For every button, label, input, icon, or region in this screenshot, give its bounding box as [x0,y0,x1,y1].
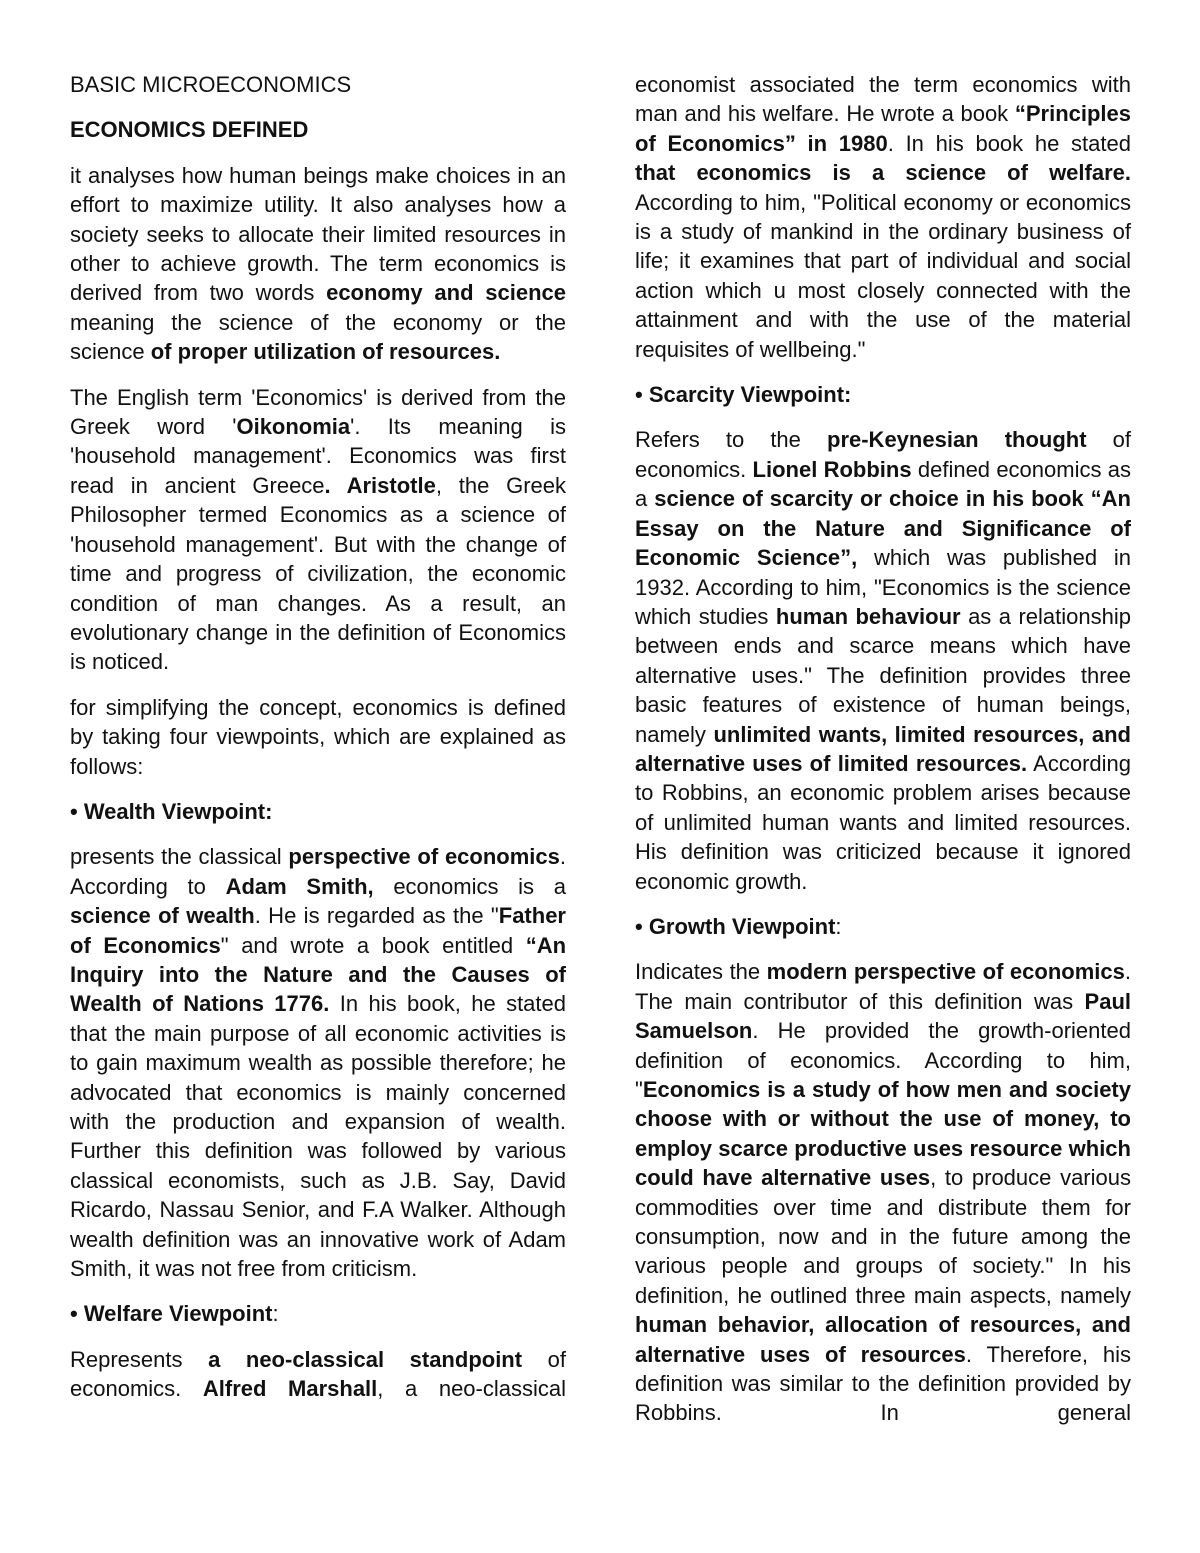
text-run: presents the classical [70,844,289,870]
text-run: . The main contributor of this definition was [635,959,1131,1014]
text-run: '. Its meaning is 'household management'. Economics was first read in ancient Greece [70,414,566,498]
text-run: of economics. [70,1346,566,1402]
bold-text-run: “An Inquiry into the Nature and the Causes of Wealth of Nations 1776. [70,932,567,1017]
text-run: . He provided the growth-oriented definition of economics. According to him, " [635,1018,1131,1102]
text-run: , a neo-classical [377,1376,566,1402]
bold-text-run: . Aristotle [324,472,436,498]
bold-text-run: of proper utilization of resources. [150,339,501,365]
right-column [635,70,1131,1444]
text-run: The English term 'Economics' is derived from the Greek word ' [70,384,566,440]
wealth-viewpoint-heading [70,797,566,826]
bold-text-run: science of scarcity or choice in his book “An Essay on the Nature and Significance of Economic Science”, [635,486,1131,571]
viewpoints-intro-paragraph [70,693,566,781]
bold-text-run: a neo-classical standpoint [208,1346,523,1372]
text-run: . Therefore, his definition was similar to the definition provided by Robbins. In general [635,1341,1131,1426]
text-run: Refers to the [635,427,827,453]
bold-text-run: Adam Smith, [225,873,374,899]
bold-text-run: Father of Economics [70,903,566,958]
text-run: which was published in 1932. According to him, "Economics is the science which studies [635,545,1131,629]
bold-text-run: that economics is a science of welfare. [635,160,1131,186]
bold-text-run: • Welfare Viewpoint [70,1301,273,1327]
text-run: : [835,913,842,939]
bold-text-run: Alfred Marshall [202,1376,378,1402]
bold-text-run: science of wealth [70,903,255,929]
text-run: as a relationship between ends and scarce means which have alternative uses." The definition provides three basic features of existence of human beings, namely [635,603,1131,747]
bold-text-run: • Wealth Viewpoint: [70,798,273,824]
text-run: , the Greek Philosopher termed Economics as a science of 'household management'. But with the change of time and progress of civilization, the economic condition of man changes. As a result, an evolutionary change in the definition of Economics is noticed. [70,472,566,675]
bold-text-run: economy and science [326,280,566,306]
bold-text-run: Economics is a study of how men and society choose with or without the use of money, to employ scarce productive uses resource which could have alternative uses [635,1077,1131,1191]
text-run: economics is a [373,873,566,899]
bold-text-run: modern perspective of economics [766,959,1125,985]
text-run: for simplifying the concept, economics is defined by taking four viewpoints, which are explained as follows: [70,694,566,779]
bold-text-run: perspective of economics [288,844,560,870]
text-run: defined economics as a [635,456,1131,512]
text-run: meaning the science of the economy or the science [70,309,566,365]
scarcity-viewpoint-paragraph [635,425,1131,896]
welfare-viewpoint-paragraph-start [70,1345,566,1404]
text-run: . According to [70,844,566,899]
bold-text-run: Lionel Robbins [752,456,912,482]
text-run: economist associated the term economics with man and his welfare. He wrote a book [635,72,1131,127]
text-run: . He is regarded as the " [254,903,499,929]
text-run: Indicates the [635,959,767,985]
text-run: , to produce various commodities over time and distribute them for consumption, now and in the future among the various people and groups of society." In his definition, he outlined three main aspects, namely [635,1165,1131,1308]
text-run: . In his book he stated [887,130,1131,156]
etymology-paragraph [70,383,566,677]
text-run: " and wrote a book entitled [220,932,526,958]
document-title: BASIC MICROECONOMICS [70,72,352,97]
text-run: it analyses how human beings make choices in an effort to maximize utility. It also analyses how a society seeks to allocate their limited resources in other to achieve growth. The term economics is derived from two words [70,162,566,306]
growth-viewpoint-heading [635,912,1131,941]
bold-text-run: “Principles of Economics” in 1980 [635,101,1131,156]
welfare-viewpoint-heading [70,1299,566,1328]
wealth-viewpoint-paragraph [70,842,566,1283]
text-run: of economics. [635,427,1131,482]
growth-viewpoint-paragraph [635,957,1131,1428]
text-run: According to Robbins, an economic problem arises because of unlimited human wants and limited resources. His definition was criticized because it ignored economic growth. [635,750,1131,894]
intro-paragraph [70,161,566,367]
text-run: : [272,1301,279,1327]
bold-text-run: • Scarcity Viewpoint: [635,382,852,408]
bold-text-run: human behaviour [775,603,961,629]
text-run: In his book, he stated that the main purpose of all economic activities is to gain maximum wealth as possible therefore; he advocated that economics is mainly concerned with the production and expansion of wealth. Further this definition was followed by various classical economists, such as J.B. Say, David Ricardo, Nassau Senior, and F.A Walker. Although wealth definition was an innovative work of Adam Smith, it was not free from criticism. [70,991,566,1282]
scarcity-viewpoint-heading [635,380,1131,409]
bold-text-run: • Growth Viewpoint [635,913,836,939]
welfare-viewpoint-paragraph-cont [635,70,1131,364]
text-run: According to him, "Political economy or economics is a study of mankind in the ordinary business of life; it examines that part of individual and social action which u most closely connected with the attainment and with the use of the material requisites of wellbeing." [635,189,1131,362]
section-heading: ECONOMICS DEFINED [70,117,309,143]
text-run: Represents [70,1346,209,1372]
bold-text-run: Paul Samuelson [635,988,1131,1044]
left-column [70,70,566,1420]
bold-text-run: Oikonomia [236,414,351,440]
bold-text-run: unlimited wants, limited resources, and alternative uses of limited resources. [635,721,1131,776]
bold-text-run: human behavior, allocation of resources, and alternative uses of resources [635,1312,1131,1367]
bold-text-run: pre-Keynesian thought [827,427,1087,453]
